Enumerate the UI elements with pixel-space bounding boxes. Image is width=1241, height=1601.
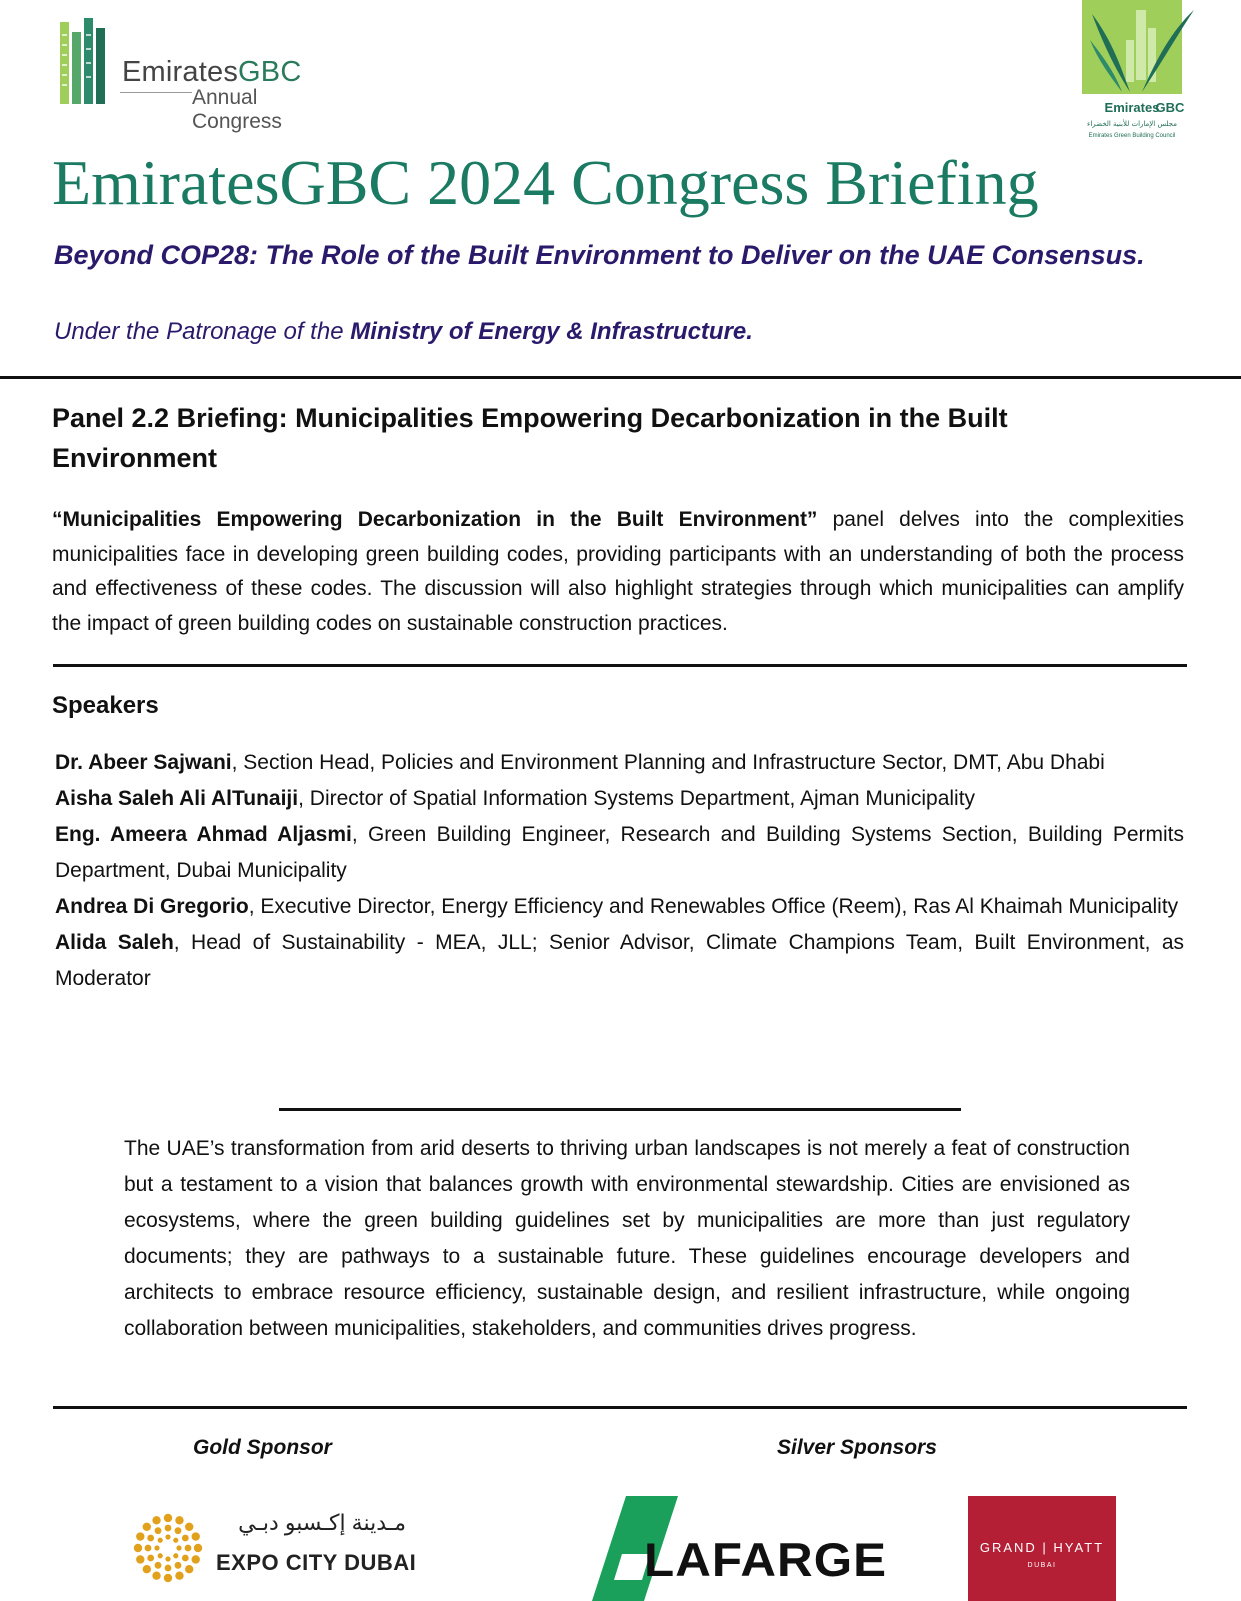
patronage-line: Under the Patronage of the Ministry of Energy & Infrastructure.	[54, 318, 753, 345]
council-emblem-icon	[1082, 0, 1202, 142]
svg-text:Emirates: Emirates	[1104, 100, 1160, 115]
building-bars-icon	[58, 14, 114, 106]
hyatt-city: DUBAI	[1027, 1562, 1057, 1569]
lafarge-wordmark: LAFARGE	[644, 1533, 888, 1586]
grand-hyatt-dubai-logo	[968, 1496, 1116, 1601]
svg-text:Emirates Green Building Counci: Emirates Green Building Council	[1088, 133, 1176, 139]
congress-logo-brand: EmiratesGBC	[122, 56, 302, 88]
speaker-role: , Section Head, Policies and Environment Planning and Infrastructure Sector, DMT, Abu Dhabi	[231, 751, 1105, 774]
expo-city-dubai-logo	[128, 1508, 418, 1588]
hyatt-wordmark: GRAND | HYATT	[979, 1540, 1105, 1555]
speaker-name: Alida Saleh	[55, 931, 174, 954]
emiratesgbc-council-logo	[1082, 0, 1202, 142]
expo-english-name: EXPO CITY DUBAI	[216, 1550, 417, 1575]
lafarge-logo	[592, 1496, 912, 1601]
speaker-role: , Green Building Engineer, Research and Building Systems Section, Building Permits Department, Dubai Municipality	[55, 823, 1184, 882]
vision-paragraph: The UAE’s transformation from arid deserts to thriving urban landscapes is not merely a feat of construction but a testament to a vision that balances growth with environmental stewardship. Cities are envisioned as ecosystems, where the green building guidelines set by municipalities are more than just regulatory documents; they are pathways to a sustainable future. These guidelines encourage developers and architects to embrace resource efficiency, sustainable design, and resilient infrastructure, while ongoing collaboration between municipalities, stakeholders, and communities drives progress.	[124, 1137, 1130, 1340]
speaker-role: , Director of Spatial Information Systems Department, Ajman Municipality	[298, 787, 976, 810]
speaker-name: Dr. Abeer Sajwani	[55, 751, 232, 774]
gold-sponsor-label: Gold Sponsor	[193, 1436, 332, 1459]
congress-logo-subtitle: Annual Congress	[192, 86, 282, 133]
speaker-name: Andrea Di Gregorio	[55, 895, 249, 918]
section-divider	[53, 664, 1187, 667]
expo-arabic-name: مـدينة إكـسبو دبـي	[238, 1510, 406, 1535]
speaker-item	[55, 781, 1184, 817]
panel-description: “Municipalities Empowering Decarbonization in the Built Environment” panel delves into the complexities municipalities face in developing green building codes, providing participants with an understanding of both the process and effectiveness of these codes. The discussion will also highlight strategies through which municipalities can amplify the impact of green building codes on sustainable construction practices.	[52, 508, 1184, 635]
speakers-list	[55, 745, 1184, 997]
svg-text:GBC: GBC	[1155, 100, 1185, 115]
svg-text:مجلس الإمارات للأبنية الخضراء: مجلس الإمارات للأبنية الخضراء	[1087, 120, 1177, 128]
silver-sponsors-label: Silver Sponsors	[777, 1436, 937, 1459]
speaker-name: Aisha Saleh Ali AlTunaiji	[55, 787, 299, 810]
expo-ring-icon	[128, 1508, 208, 1588]
speaker-item	[55, 817, 1184, 889]
speaker-name: Eng. Ameera Ahmad Aljasmi	[55, 823, 352, 846]
sponsors-divider	[53, 1406, 1187, 1409]
speaker-item	[55, 745, 1184, 781]
short-divider	[279, 1108, 961, 1111]
emiratesgbc-congress-logo	[58, 14, 348, 133]
speakers-heading: Speakers	[52, 692, 159, 719]
panel-title: Panel 2.2 Briefing: Municipalities Empowering Decarbonization in the Built Environment	[52, 403, 1008, 473]
congress-subtitle: Beyond COP28: The Role of the Built Environment to Deliver on the UAE Consensus.	[54, 240, 1145, 270]
speaker-item	[55, 925, 1184, 997]
speaker-item	[55, 889, 1184, 925]
header-divider	[0, 376, 1241, 379]
speaker-role: , Head of Sustainability - MEA, JLL; Senior Advisor, Climate Champions Team, Built Environment, as Moderator	[55, 931, 1185, 990]
page-title: EmiratesGBC 2024 Congress Briefing	[52, 147, 1039, 218]
speaker-role: , Executive Director, Energy Efficiency and Renewables Office (Reem), Ras Al Khaimah Municipality	[248, 895, 1179, 918]
